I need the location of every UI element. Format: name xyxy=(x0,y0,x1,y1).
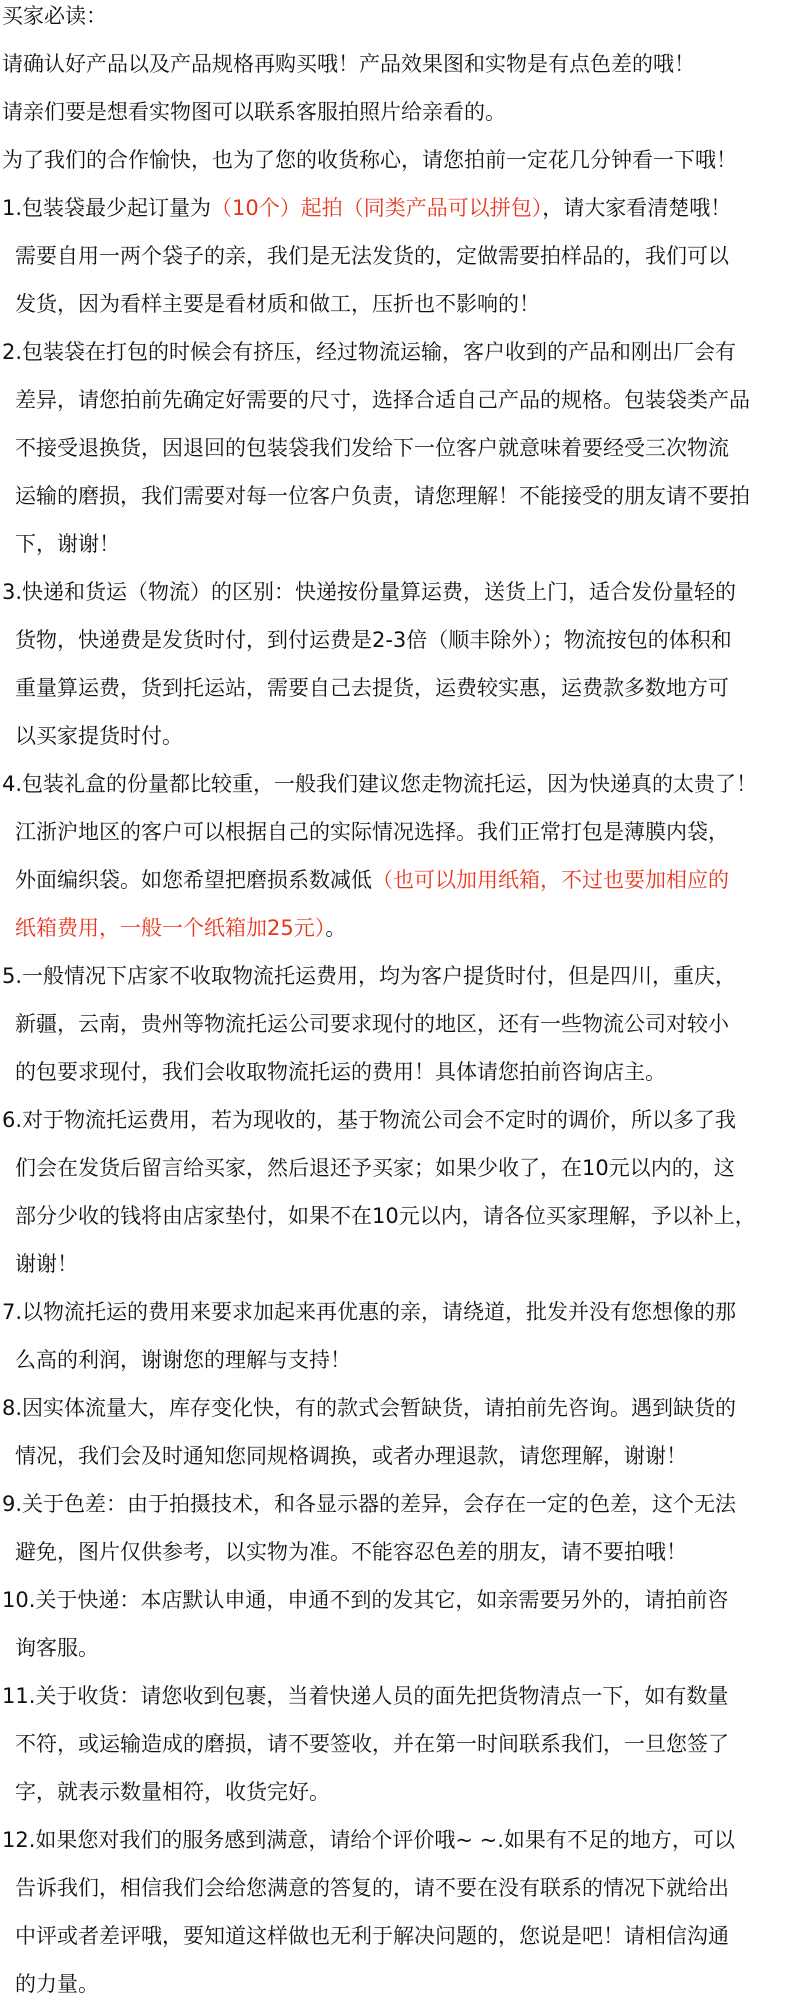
item-2-line-2: 差异，请您拍前先确定好需要的尺寸，选择合适自己产品的规格。包装袋类产品 xyxy=(15,388,750,412)
item-4-highlight-b: 纸箱费用，一般一个纸箱加25元） xyxy=(15,916,326,940)
item-11-line-3: 字，就表示数量相符，收货完好。 xyxy=(15,1780,330,1804)
item-12-line-4: 的力量。 xyxy=(15,1972,99,1996)
item-3-line-3: 重量算运费，货到托运站，需要自己去提货，运费较实惠，运费款多数地方可 xyxy=(15,676,729,700)
item-3-line-1: 3.快递和货运（物流）的区别：快递按份量算运费，送货上门，适合发份量轻的 xyxy=(2,580,737,604)
item-6-line-4: 谢谢！ xyxy=(15,1252,78,1276)
item-7-line-2: 么高的利润，谢谢您的理解与支持！ xyxy=(15,1348,351,1372)
item-2-line-1: 2.包装袋在打包的时候会有挤压，经过物流运输，客户收到的产品和刚出厂会有 xyxy=(2,340,737,364)
item-4-line-4 xyxy=(2,904,794,952)
item-2-line-5: 下，谢谢！ xyxy=(15,532,120,556)
notice-item-9 xyxy=(2,1480,794,1576)
notice-item-8 xyxy=(2,1384,794,1480)
notice-item-3 xyxy=(2,568,794,760)
item-5-line-3: 的包要求现付，我们会收取物流托运的费用！具体请您拍前咨询店主。 xyxy=(15,1060,666,1084)
item-3-line-2: 货物，快递费是发货时付，到付运费是2-3倍（顺丰除外）；物流按包的体积和 xyxy=(15,628,732,652)
item-4-text-b: 。 xyxy=(325,916,347,940)
item-2-line-4: 运输的磨损，我们需要对每一位客户负责，请您理解！不能接受的朋友请不要拍 xyxy=(15,484,750,508)
intro-line-read-first: 为了我们的合作愉快，也为了您的收货称心，请您拍前一定花几分钟看一下哦！ xyxy=(2,148,737,172)
notice-item-10 xyxy=(2,1576,794,1672)
notice-item-1 xyxy=(2,184,794,328)
item-11-line-1: 11.关于收货：请您收到包裹，当着快递人员的面先把货物清点一下，如有数量 xyxy=(2,1684,729,1708)
notice-item-4 xyxy=(2,760,794,952)
item-6-line-2: 们会在发货后留言给买家，然后退还予买家；如果少收了，在10元以内的，这 xyxy=(15,1156,735,1180)
item-12-line-1: 12.如果您对我们的服务感到满意，请给个评价哦~ ~.如果有不足的地方，可以 xyxy=(2,1828,735,1852)
item-5-line-1: 5.一般情况下店家不收取物流托运费用，均为客户提货时付，但是四川，重庆， xyxy=(2,964,737,988)
item-12-line-3: 中评或者差评哦，要知道这样做也无利于解决问题的，您说是吧！请相信沟通 xyxy=(15,1924,729,1948)
notice-item-5 xyxy=(2,952,794,1096)
item-1-line-3: 发货，因为看样主要是看材质和做工，压折也不影响的！ xyxy=(15,292,540,316)
item-9-line-2: 避免，图片仅供参考，以实物为准。不能容忍色差的朋友，请不要拍哦！ xyxy=(15,1540,687,1564)
item-11-line-2: 不符，或运输造成的磨损，请不要签收，并在第一时间联系我们，一旦您签了 xyxy=(15,1732,729,1756)
item-12-line-2: 告诉我们，相信我们会给您满意的答复的，请不要在没有联系的情况下就给出 xyxy=(15,1876,729,1900)
item-5-line-2: 新疆，云南，贵州等物流托运公司要求现付的地区，还有一些物流公司对较小 xyxy=(15,1012,729,1036)
item-1-text-a: 1.包装袋最少起订量为 xyxy=(2,196,212,220)
item-4-line-1: 4.包装礼盒的份量都比较重，一般我们建议您走物流托运，因为快递真的太贵了！ xyxy=(2,772,758,796)
item-6-line-1: 6.对于物流托运费用，若为现收的，基于物流公司会不定时的调价，所以多了我 xyxy=(2,1108,737,1132)
notice-title: 买家必读： xyxy=(2,4,107,28)
notice-item-6 xyxy=(2,1096,794,1288)
notice-item-11 xyxy=(2,1672,794,1816)
item-7-line-1: 7.以物流托运的费用来要求加起来再优惠的亲，请绕道，批发并没有您想像的那 xyxy=(2,1300,737,1324)
item-2-line-3: 不接受退换货，因退回的包装袋我们发给下一位客户就意味着要经受三次物流 xyxy=(15,436,729,460)
item-1-text-b: ，请大家看清楚哦！ xyxy=(542,196,732,220)
item-4-text-a: 外面编织袋。如您希望把磨损系数减低 xyxy=(15,868,372,892)
intro-line-photos: 请亲们要是想看实物图可以联系客服拍照片给亲看的。 xyxy=(2,100,506,124)
item-1-line-2: 需要自用一两个袋子的亲，我们是无法发货的，定做需要拍样品的，我们可以 xyxy=(15,244,729,268)
item-4-highlight-a: （也可以加用纸箱，不过也要加相应的 xyxy=(372,868,729,892)
item-1-line-1 xyxy=(2,184,794,232)
item-3-line-4: 以买家提货时付。 xyxy=(15,724,183,748)
item-8-line-1: 8.因实体流量大，库存变化快，有的款式会暂缺货，请拍前先咨询。遇到缺货的 xyxy=(2,1396,737,1420)
notice-item-2 xyxy=(2,328,794,568)
intro-line-confirm: 请确认好产品以及产品规格再购买哦！产品效果图和实物是有点色差的哦！ xyxy=(2,52,695,76)
item-8-line-2: 情况，我们会及时通知您同规格调换，或者办理退款，请您理解，谢谢！ xyxy=(15,1444,687,1468)
item-1-highlight: （10个）起拍（同类产品可以拼包） xyxy=(211,196,543,220)
notice-item-12 xyxy=(2,1816,794,2008)
item-10-line-1: 10.关于快递：本店默认申通，申通不到的发其它，如亲需要另外的，请拍前咨 xyxy=(2,1588,729,1612)
notice-item-7 xyxy=(2,1288,794,1384)
item-4-line-3 xyxy=(2,856,794,904)
item-10-line-2: 询客服。 xyxy=(15,1636,99,1660)
item-4-line-2: 江浙沪地区的客户可以根据自己的实际情况选择。我们正常打包是薄膜内袋， xyxy=(15,820,729,844)
item-6-line-3: 部分少收的钱将由店家垫付，如果不在10元以内，请各位买家理解，予以补上， xyxy=(15,1204,756,1228)
item-9-line-1: 9.关于色差：由于拍摄技术，和各显示器的差异，会存在一定的色差，这个无法 xyxy=(2,1492,737,1516)
